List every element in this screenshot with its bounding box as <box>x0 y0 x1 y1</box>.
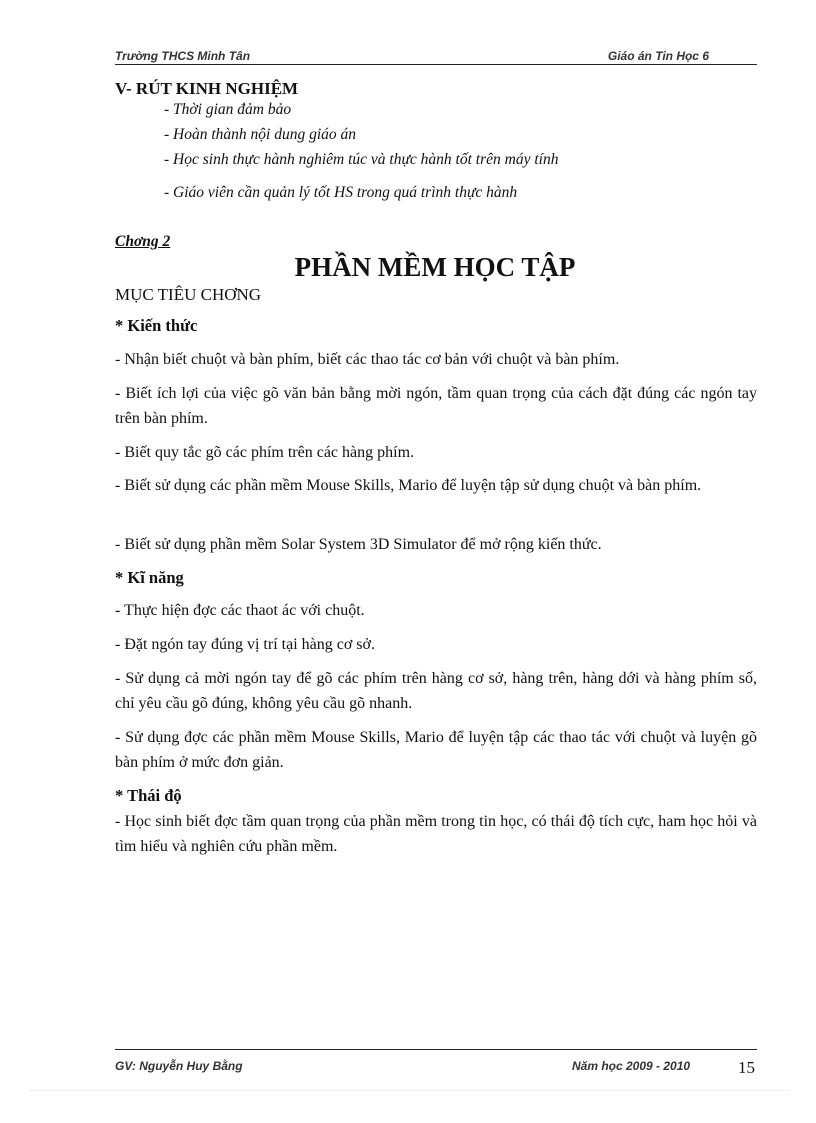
lesson-item: - Học sinh thực hành nghiêm túc và thực hành tốt trên máy tính <box>164 151 559 168</box>
lesson-item: - Hoàn thành nội dung giáo án <box>164 126 357 143</box>
paragraph: - Sử dụng đợc các phần mềm Mouse Skills, Mario để luyện tập các thao tác với chuột và luyện gõ bàn phím ở mức đơn giản. <box>115 729 757 771</box>
footer-teacher: GV: Nguyễn Huy Bằng <box>115 1059 243 1073</box>
paragraph: - Biết sử dụng phần mềm Solar System 3D Simulator để mở rộng kiến thức. <box>115 536 602 553</box>
section-title: V- RÚT KINH NGHIỆM <box>115 79 299 98</box>
paragraph: - Sử dụng cả mời ngón tay để gõ các phím trên hàng cơ sở, hàng trên, hàng dới và hàng phím số, chỉ yêu cầu gõ đúng, không yêu cầu gõ nhanh. <box>115 670 757 712</box>
chapter-label: Chơng 2 <box>115 233 171 250</box>
paragraph: - Thực hiện đợc các thaot ác với chuột. <box>115 602 365 619</box>
header-subject: Giáo án Tin Học 6 <box>607 49 709 63</box>
paragraph: - Biết ích lợi của việc gõ văn bản bằng mời ngón, tầm quan trọng của cách đặt đúng các ngón tay trên bàn phím. <box>115 385 757 427</box>
paragraph: - Nhận biết chuột và bàn phím, biết các thao tác cơ bản với chuột và bàn phím. <box>115 351 620 368</box>
footer-rule <box>115 1049 757 1050</box>
lesson-item: - Giáo viên cần quản lý tốt HS trong quá trình thực hành <box>164 184 518 201</box>
paragraph: - Biết quy tắc gõ các phím trên các hàng phím. <box>115 444 415 461</box>
header-school: Trường THCS Minh Tân <box>115 49 251 63</box>
objectives-heading: MỤC TIÊU CHƠNG <box>115 285 262 304</box>
chapter-title: PHẦN MỀM HỌC TẬP <box>294 252 576 282</box>
paragraph: - Học sinh biết đợc tầm quan trọng của phần mềm trong tin học, có thái độ tích cực, ham học hỏi và tìm hiểu và nghiên cứu phần mềm. <box>115 813 757 855</box>
lesson-item: - Thời gian đảm bảo <box>164 101 292 118</box>
paragraph: - Biết sử dụng các phần mềm Mouse Skills, Mario để luyện tập sử dụng chuột và bàn phím. <box>115 477 702 494</box>
knowledge-heading: * Kiến thức <box>115 316 198 335</box>
skills-heading: * Kĩ năng <box>115 568 184 587</box>
footer-year: Năm học 2009 - 2010 <box>572 1059 691 1073</box>
attitude-heading: * Thái độ <box>115 786 182 805</box>
paragraph: - Đặt ngón tay đúng vị trí tại hàng cơ sở. <box>115 636 375 653</box>
page-number: 15 <box>738 1058 755 1077</box>
page-header <box>115 48 757 65</box>
page-edge-divider <box>30 1090 790 1091</box>
